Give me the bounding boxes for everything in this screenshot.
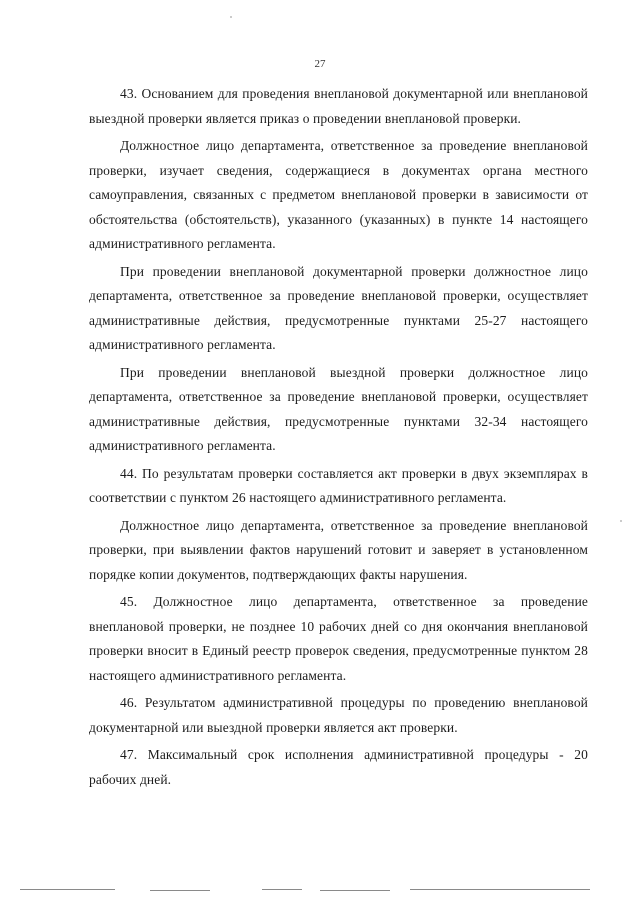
page-number: 27 [314,58,326,70]
scan-artifact-speck [620,520,622,522]
paragraph-43-documentary: При проведении внеплановой документарной проверки должностное лицо департамента, ответственное за проведение внеплановой проверки, осуществляет административные действия, предусмотренные пунктами 25-27 настоящего административного регламента. [89,263,588,352]
scan-artifact-line [410,889,590,890]
paragraph-45: 45. Должностное лицо департамента, ответственное за проведение внеплановой проверки, не позднее 10 рабочих дней со дня окончания внеплановой проверки вносит в Единый реестр проверок сведения, предусмотренные пунктом 28 настоящего административного регламента. [89,594,588,683]
scan-artifact-line [262,889,302,890]
paragraph-44-violations: Должностное лицо департамента, ответственное за проведение внеплановой проверки, при выявлении фактов нарушений готовит и заверяет в установленном порядке копии документов, подтверждающих факты нарушения. [89,517,588,582]
paragraph-47: 47. Максимальный срок исполнения административной процедуры - 20 рабочих дней. [89,747,588,787]
scan-artifact-speck [230,16,232,18]
scan-artifact-line [150,890,210,891]
document-body [89,82,588,795]
paragraph-46: 46. Результатом административной процедуры по проведению внеплановой документарной или выездной проверки является акт проверки. [89,695,588,735]
scan-artifact-line [320,890,390,891]
scan-artifact-line [20,889,115,890]
paragraph-43: 43. Основанием для проведения внеплановой документарной или внеплановой выездной проверки является приказ о проведении внеплановой проверки. [89,86,588,126]
paragraph-44: 44. По результатам проверки составляется акт проверки в двух экземплярах в соответствии с пунктом 26 настоящего административного регламента. [89,465,588,505]
paragraph-43-onsite: При проведении внеплановой выездной проверки должностное лицо департамента, ответственное за проведение внеплановой проверки, осуществляет административные действия, предусмотренные пунктами 32-34 настоящего административного регламента. [89,364,588,453]
paragraph-43-study: Должностное лицо департамента, ответственное за проведение внеплановой проверки, изучает сведения, содержащиеся в документах органа местного самоуправления, связанных с предметом внеплановой проверки в зависимости от обстоятельства (обстоятельств), указанного (указанных) в пункте 14 настоящего административного регламента. [89,138,588,251]
